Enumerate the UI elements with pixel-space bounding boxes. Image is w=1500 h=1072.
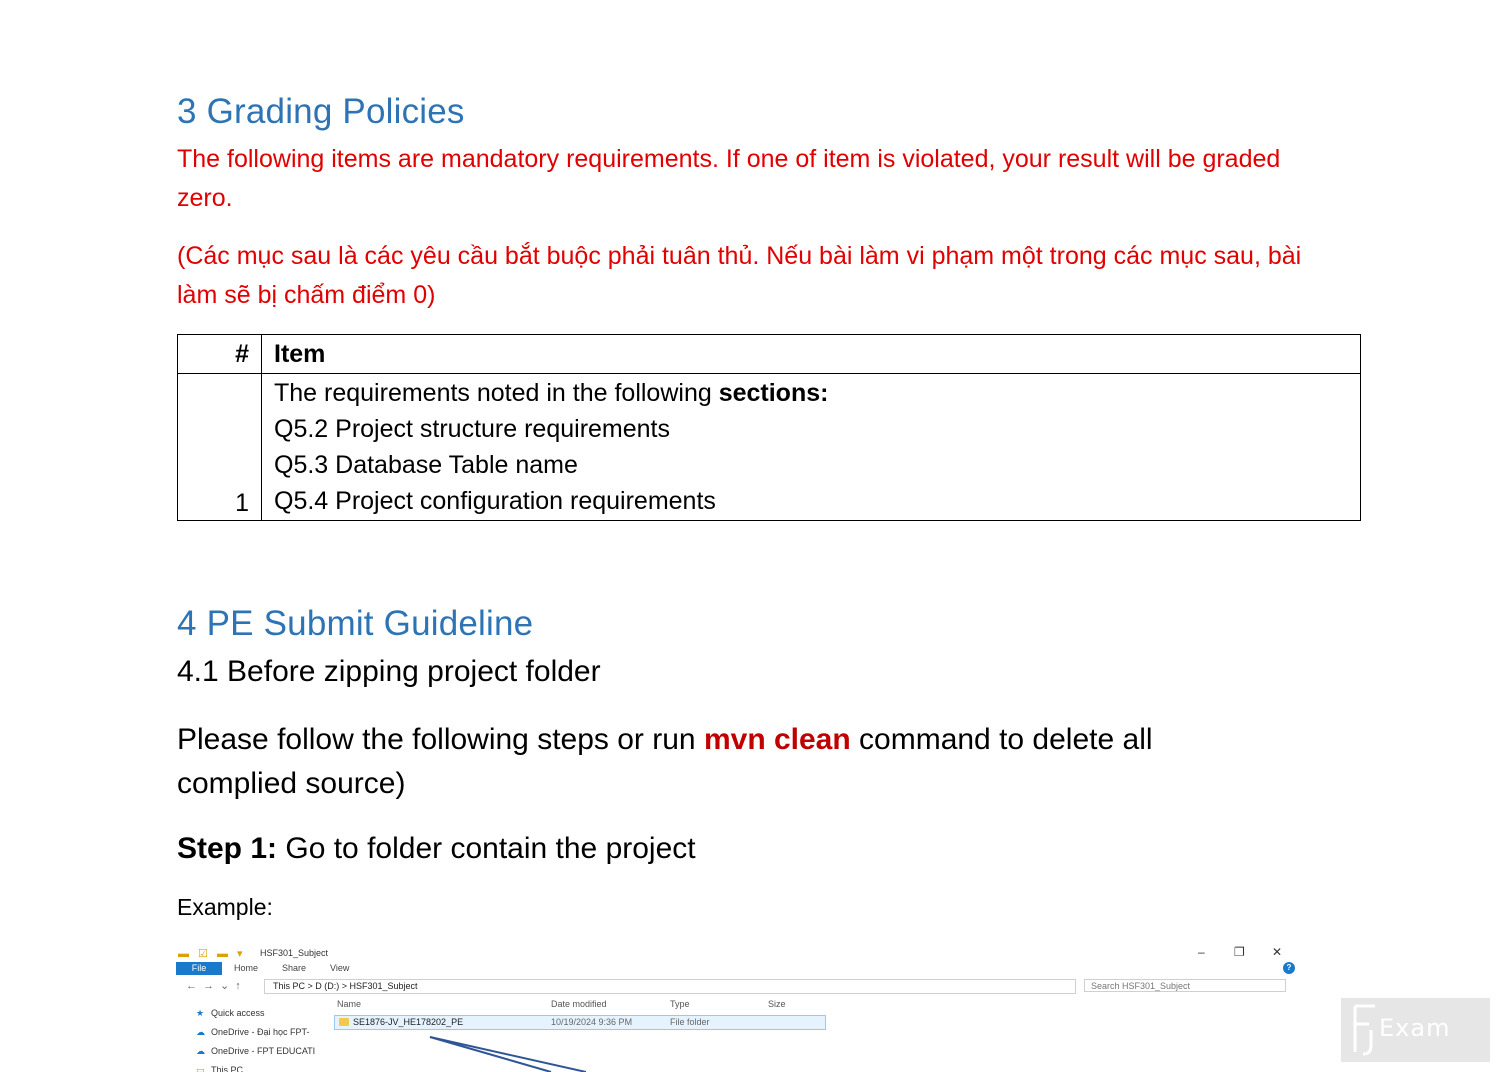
search-box: Search HSF301_Subject <box>1084 979 1286 992</box>
sidebar-item-quick-access: ★ Quick access <box>196 1008 265 1018</box>
step-label: Step 1: <box>177 832 278 865</box>
column-type: Type <box>670 999 690 1009</box>
pointer-arrow-lines <box>426 1032 586 1072</box>
table-row-num: 1 <box>178 374 262 521</box>
table-row-items <box>262 374 1361 521</box>
section-heading-submit: 4 PE Submit Guideline <box>177 604 534 643</box>
column-name: Name <box>337 999 362 1009</box>
quick-access-toolbar-icon: ▬ ☑ ▬ ▾ <box>178 948 246 960</box>
table-header-row <box>178 335 1361 374</box>
close-icon: ✕ <box>1272 945 1283 959</box>
sidebar-item-onedrive-fpt: ☁ OneDrive - FPT EDUCATI <box>196 1046 316 1056</box>
breadcrumb: This PC > D (D:) > HSF301_Subject <box>273 981 418 991</box>
mandatory-warning: The following items are mandatory requirements. If one of item is violated, your result will be graded zero. <box>177 145 1281 212</box>
ribbon-view-tab: View <box>330 963 350 973</box>
watermark-text: Exam <box>1379 1014 1451 1042</box>
section-heading-grading: 3 Grading Policies <box>177 92 465 131</box>
cloud-icon: ☁ <box>196 1027 205 1037</box>
explorer-titlebar <box>176 944 1300 962</box>
file-explorer-screenshot <box>176 944 1300 1072</box>
ribbon-share-tab: Share <box>282 963 307 973</box>
exam-watermark <box>1341 998 1490 1062</box>
sidebar-item-this-pc: ▭ This PC <box>196 1065 243 1072</box>
restore-icon: ❐ <box>1234 945 1245 959</box>
explorer-ribbon <box>176 962 1300 975</box>
subsection-heading: 4.1 Before zipping project folder <box>177 655 601 688</box>
ribbon-home-tab: Home <box>234 963 259 973</box>
table-header-item: Item <box>262 335 1361 374</box>
explorer-address-row <box>176 978 1300 994</box>
requirements-intro: The requirements noted in the following sections: <box>274 379 829 407</box>
column-date: Date modified <box>551 999 607 1009</box>
mandatory-warning-vi: (Các mục sau là các yêu cầu bắt buộc phải tuân thủ. Nếu bài làm vi phạm một trong các mục sau, bài làm sẽ bị chấm điểm 0) <box>177 242 1302 309</box>
grading-table <box>177 334 1361 521</box>
nav-arrows-icon: ←→⌄↑ <box>186 980 247 992</box>
sidebar-item-onedrive-dh: ☁ OneDrive - Đại học FPT- <box>196 1027 310 1037</box>
address-bar <box>264 979 1076 994</box>
list-item <box>334 1015 826 1030</box>
watermark-logo-icon <box>1349 1002 1383 1058</box>
instruction-paragraph: Please follow the following steps or run mvn clean command to delete all complied source) <box>177 723 1153 800</box>
explorer-title: HSF301_Subject <box>260 948 329 958</box>
folder-type: File folder <box>670 1017 710 1027</box>
star-icon: ★ <box>196 1008 205 1018</box>
table-row <box>178 374 1361 521</box>
requirement-line: Q5.3 Database Table name <box>274 451 578 479</box>
folder-name: SE1876-JV_HE178202_PE <box>353 1017 464 1027</box>
computer-icon: ▭ <box>196 1065 205 1072</box>
folder-date: 10/19/2024 9:36 PM <box>551 1017 633 1027</box>
minimize-icon: – <box>1198 945 1205 959</box>
step-1: Step 1: Go to folder contain the project <box>177 832 696 865</box>
cloud-icon: ☁ <box>196 1046 205 1056</box>
mvn-clean-command: mvn clean <box>703 723 851 756</box>
folder-icon <box>339 1017 349 1027</box>
table-header-num: # <box>178 335 262 374</box>
column-size: Size <box>768 999 786 1009</box>
example-label: Example: <box>177 894 273 920</box>
ribbon-file-tab: File <box>176 962 222 975</box>
requirement-line: Q5.4 Project configuration requirements <box>274 487 716 515</box>
requirement-line: Q5.2 Project structure requirements <box>274 415 670 443</box>
help-icon: ? <box>1283 962 1295 974</box>
